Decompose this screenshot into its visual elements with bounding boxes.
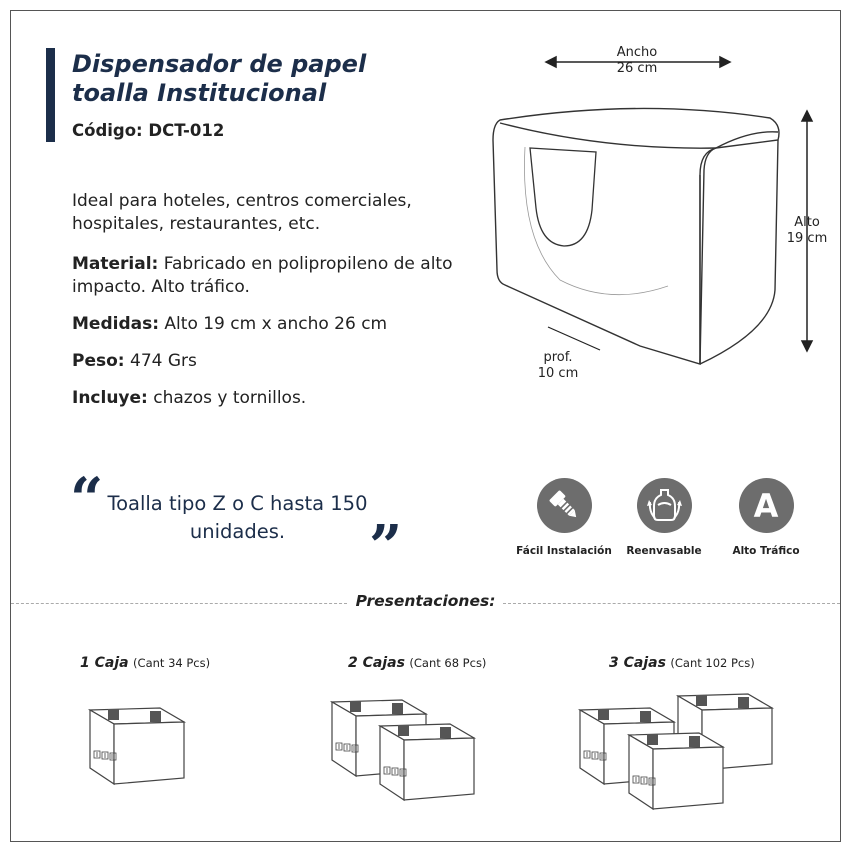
spec-peso-label: Peso: <box>72 351 125 371</box>
product-code: Código: DCT-012 <box>72 121 225 140</box>
depth-value-text: 10 cm <box>537 366 579 381</box>
feature-label-reenvasable: Reenvasable <box>626 545 702 557</box>
spec-incluye-label: Incluye: <box>72 388 148 408</box>
feature-label-facil-instalacion: Fácil Instalación <box>516 545 612 557</box>
presentaciones-heading: Presentaciones: <box>355 592 496 610</box>
pack1-box-1 <box>90 708 184 784</box>
spec-incluye-value: chazos y tornillos. <box>147 388 307 408</box>
product-description: Ideal para hoteles, centros comerciales, hospitales, restaurantes, etc. <box>72 191 412 234</box>
pack-detail-2: (Cant 68 Pcs) <box>409 656 487 670</box>
quote-text: Toalla tipo Z o C hasta 150 unidades. <box>107 492 368 543</box>
spec-medidas-value: Alto 19 cm x ancho 26 cm <box>159 314 388 334</box>
spec-peso-value: 474 Grs <box>124 351 197 371</box>
pack-detail-3: (Cant 102 Pcs) <box>670 656 755 670</box>
pack-name-3: 3 Cajas <box>609 655 666 671</box>
spec-medidas-label: Medidas: <box>72 314 160 334</box>
pack3-box-front <box>629 733 723 809</box>
product-title-line2: toalla Institucional <box>72 79 327 107</box>
quote-open-mark: “ <box>70 465 104 533</box>
depth-label-text: prof. <box>543 350 573 365</box>
spec-material-value: Fabricado en polipropileno de alto impacto. Alto tráfico. <box>72 254 453 297</box>
width-value-text: 26 cm <box>616 61 658 76</box>
product-title-line1: Dispensador de papel <box>72 50 367 78</box>
pack-name-1: 1 Caja <box>80 655 129 671</box>
pack-name-2: 2 Cajas <box>348 655 405 671</box>
feature-label-alto-trafico: Alto Tráfico <box>732 545 800 557</box>
quote-close-mark: „ <box>370 479 404 547</box>
height-value-text: 19 cm <box>786 231 828 246</box>
pack2-box-front <box>380 724 474 800</box>
height-label-text: Alto <box>794 215 820 230</box>
width-label-text: Ancho <box>616 45 658 60</box>
spec-material-label: Material: <box>72 254 159 274</box>
letter-a-icon: A <box>739 478 794 533</box>
pack-detail-1: (Cant 34 Pcs) <box>133 656 211 670</box>
